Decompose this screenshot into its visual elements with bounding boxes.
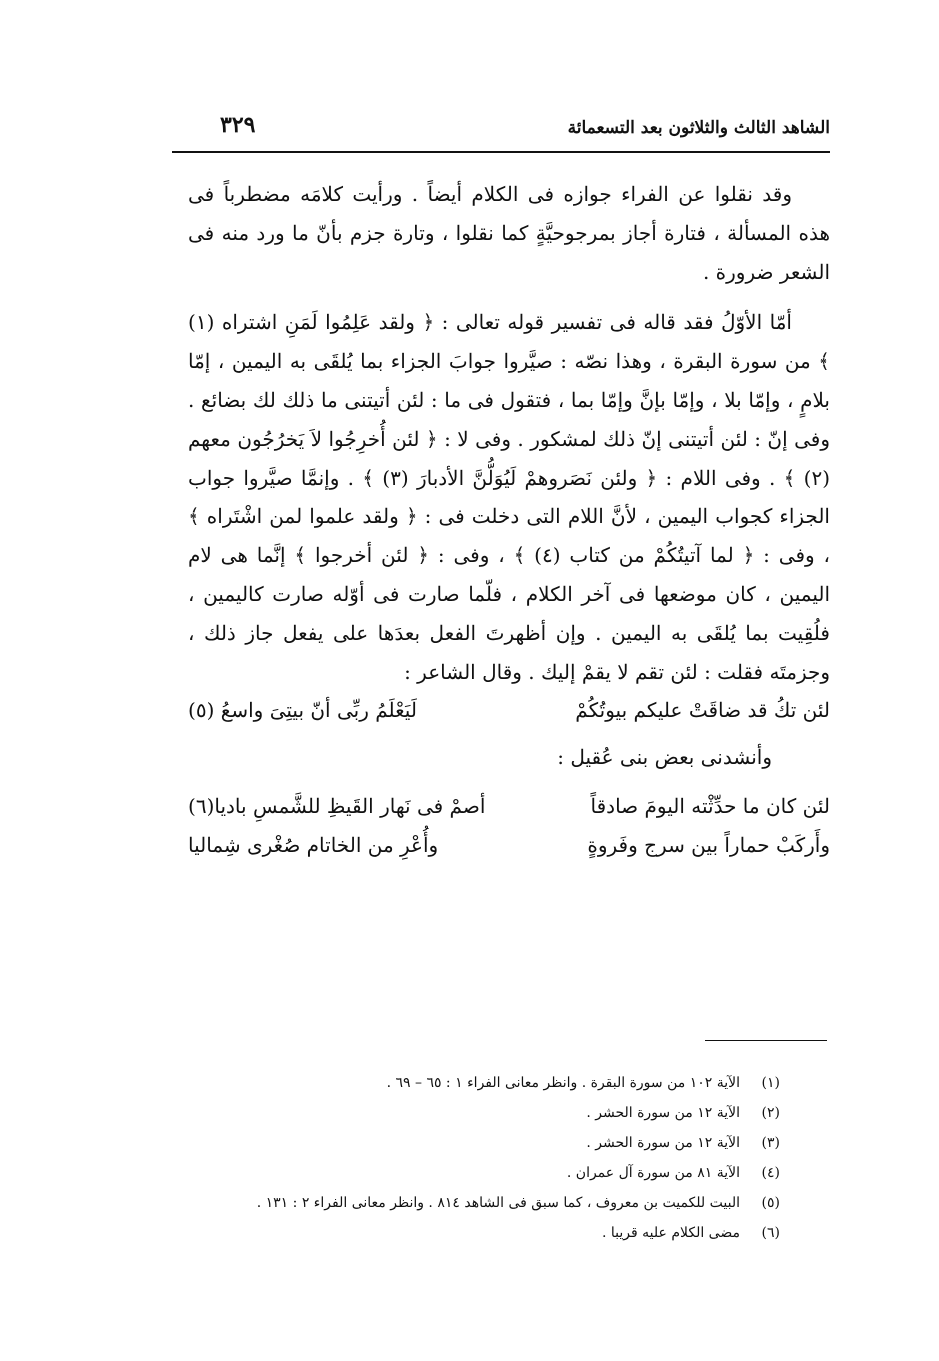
footnote-text: البيت للكميت بن معروف ، كما سبق فى الشاهد ٨١٤ . وانظر معانى الفراء ٢ : ١٣١ . <box>256 1195 740 1211</box>
footnote-rule <box>705 1040 827 1041</box>
footnote-number: (٤) <box>761 1165 780 1181</box>
footnote <box>150 1188 780 1218</box>
paragraph-2: أمّا الأوّلُ فقد قاله فى تفسير قوله تعالى : ﴿ ولقد عَلِمُوا لَمَنِ اشتراه (١) ﴾ من سورة البقرة ، وهذا نصّه : صيَّروا جوابَ الجزاء بما يُلقَى به اليمين ، إمّا بلامٍ ، وإمّا بلا ، وإمّا بإنَّ وإمّا بما ، فتقول فى ما : لئن أتيتنى ما ذلك لك بضائع . وفى إنّ : لئن أتيتنى إنّ ذلك لمشكور . وفى لا : ﴿ لئن أُخرِجُوا لاَ يَخرُجُون معهم (٢) ﴾ . وفى اللام : ﴿ ولئن نَصَروهمْ لَيُوَلُّنَّ الأدبارَ (٣) ﴾ . وإنمَّا صيَّروا جواب الجزاء كجواب اليمين ، لأنَّ اللام التى دخلت فى : ﴿ ولقد علموا لمن اشْتَراه ﴾ ، وفى : ﴿ لما آتيتُكُمْ من كتاب (٤) ﴾ ، وفى : ﴿ لئن أخرجوا ﴾ إنَّما هى لام اليمين ، كان موضعها فى آخر الكلام ، فلّما صارت فى أوّله صارت كاليمين ، فلُقِيت بما يُلقَى به اليمين . وإن أظهرتَ الفعل بعدَها على يفعل جاز ذلك ، وجزمتَه فقلت : لئن تقم لا يقمْ إليك . وقال الشاعر : <box>188 310 831 684</box>
footnote-number: (٦) <box>761 1225 780 1241</box>
footnote <box>150 1098 780 1128</box>
footnote-number: (٣) <box>761 1135 780 1151</box>
verse-1-second-hemistich: لَيَعْلَمُ ربِّى أنّ بيتِىَ واسعُ (٥) <box>188 698 417 723</box>
footnote-text: الآية ١٢ من سورة الحشر . <box>586 1135 740 1151</box>
footnote <box>150 1158 780 1188</box>
verse-3-first-hemistich: وأَركَبْ حماراً بين سرج وفَروةٍ <box>587 832 830 857</box>
footnote-text: الآية ٨١ من سورة آل عمران . <box>566 1165 740 1181</box>
verse-line-3 <box>188 826 830 865</box>
main-text <box>188 175 830 865</box>
verse-intro: وأنشدنى بعض بنى عُقيل : <box>557 745 772 770</box>
verse-2-first-hemistich: لئن كان ما حدِّثْته اليومَ صادقاً <box>590 793 830 818</box>
running-title: الشاهد الثالث والثلاثون بعد التسعمائة <box>567 118 830 138</box>
footnote-text: الآية ١٠٢ من سورة البقرة . وانظر معانى الفراء ١ : ٦٥ – ٦٩ . <box>386 1075 740 1091</box>
page-number: ٣٢٩ <box>220 112 256 138</box>
verse-line-2 <box>188 787 830 826</box>
header-rule <box>172 151 830 153</box>
verse-2-second-hemistich: أصمْ فى نَهار القَيظِ للشَّمسِ باديا(٦) <box>188 793 486 818</box>
footnote-text: الآية ١٢ من سورة الحشر . <box>586 1105 740 1121</box>
footnote-number: (٢) <box>761 1105 780 1121</box>
paragraph-1: وقد نقلوا عن الفراء جوازه فى الكلام أيضاً . ورأيت كلامَه مضطرباً فى هذه المسألة ، فتارة أجاز بمرجوحيَّةٍ كما نقلوا ، وتارة جزم بأنّ ما ورد منه فى الشعر ضرورة . <box>188 182 830 284</box>
footnotes <box>150 1068 780 1248</box>
footnote-text: مضى الكلام عليه قريبا . <box>602 1225 740 1241</box>
footnote <box>150 1128 780 1158</box>
footnote-number: (١) <box>761 1075 780 1091</box>
footnote <box>150 1068 780 1098</box>
page-header <box>170 112 830 152</box>
footnote-number: (٥) <box>761 1195 780 1211</box>
verse-line-1 <box>188 691 830 730</box>
footnote <box>150 1218 780 1248</box>
verse-3-second-hemistich: وأُعْرِ من الخاتام صُغْرى شِماليا <box>188 832 439 857</box>
verse-1-first-hemistich: لئن تكُ قد ضاقَتْ عليكم بيوتُكُمْ <box>575 698 830 723</box>
